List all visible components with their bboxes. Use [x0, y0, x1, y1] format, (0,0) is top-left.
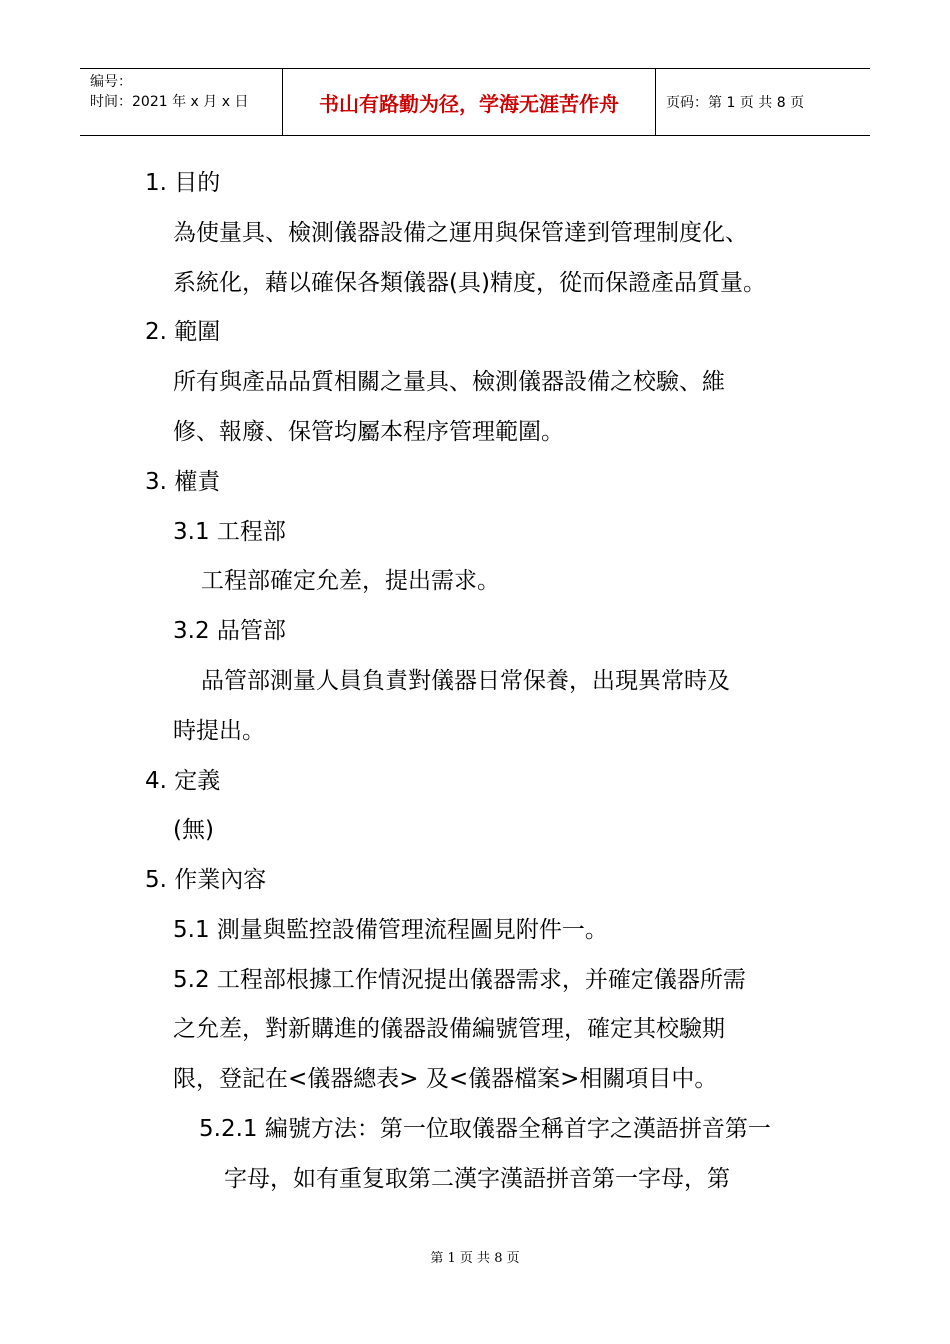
section-heading-purpose: 1. 目的	[145, 170, 221, 196]
section-heading-scope: 2. 範圍	[145, 319, 221, 345]
paragraph-line: 所有與產品品質相關之量具、檢測儀器設備之校驗、維	[173, 369, 725, 395]
paragraph-line: 工程部確定允差，提出需求。	[201, 568, 500, 594]
header-page-info: 页码：第 1 页 共 8 页	[666, 95, 805, 111]
document-number: 编号：	[90, 74, 132, 90]
document-date: 时间：2021 年 x 月 x 日	[90, 94, 249, 110]
paragraph-line: 系統化，藉以確保各類儀器(具)精度，從而保證產品質量。	[173, 270, 766, 296]
header-motto-cell	[283, 69, 656, 135]
paragraph-line: 為使量具、檢測儀器設備之運用與保管達到管理制度化、	[173, 220, 748, 246]
paragraph-line: 5.1 測量與監控設備管理流程圖見附件一。	[173, 917, 608, 943]
paragraph-line: 5.2 工程部根據工作情況提出儀器需求，并確定儀器所需	[173, 967, 746, 993]
subsection-heading: 3.2 品管部	[173, 618, 286, 644]
page-header	[80, 68, 870, 136]
paragraph-line: (無)	[173, 817, 214, 843]
paragraph-line: 5.2.1 編號方法：第一位取儀器全稱首字之漢語拼音第一	[199, 1116, 771, 1142]
header-page-cell	[656, 69, 870, 135]
paragraph-line: 限，登記在<儀器總表> 及<儀器檔案>相關項目中。	[173, 1066, 718, 1092]
paragraph-line: 字母，如有重复取第二漢字漢語拼音第一字母，第	[224, 1166, 730, 1192]
paragraph-line: 之允差，對新購進的儀器設備編號管理，確定其校驗期	[173, 1016, 725, 1042]
section-heading-responsibility: 3. 權責	[145, 469, 221, 495]
subsection-heading: 3.1 工程部	[173, 519, 286, 545]
page-footer: 第 1 页 共 8 页	[430, 1251, 520, 1266]
section-heading-definition: 4. 定義	[145, 768, 221, 794]
header-motto: 书山有路勤为径，学海无涯苦作舟	[319, 91, 619, 116]
paragraph-line: 品管部測量人員負責對儀器日常保養，出現異常時及	[201, 668, 730, 694]
paragraph-line: 修、報廢、保管均屬本程序管理範圍。	[173, 419, 564, 445]
header-meta	[80, 69, 283, 135]
paragraph-line: 時提出。	[173, 718, 265, 744]
section-heading-procedure: 5. 作業內容	[145, 867, 267, 893]
